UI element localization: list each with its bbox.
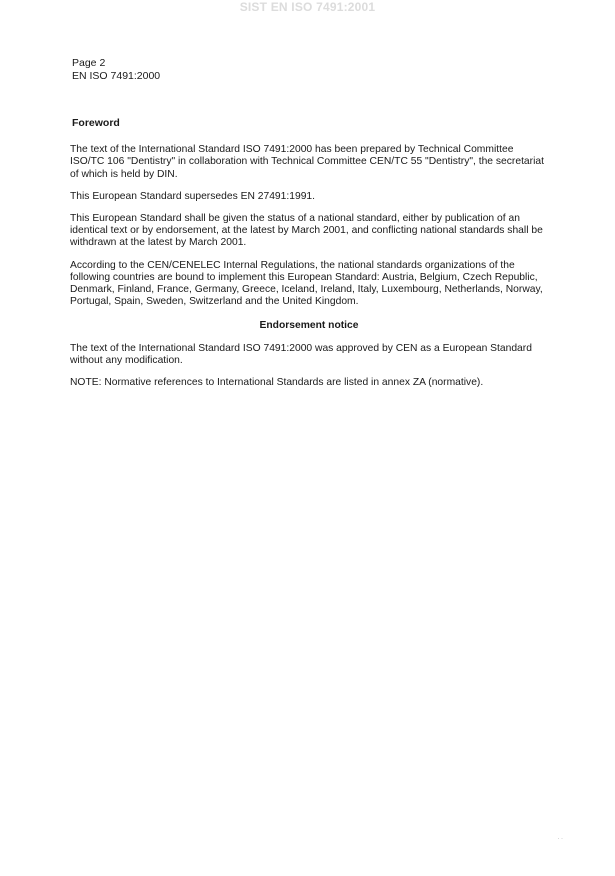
foreword-paragraph: This European Standard supersedes EN 27491:1991. xyxy=(70,190,316,202)
foreword-paragraph: This European Standard shall be given the status of a national standard, either by publication of an identical text or by endorsement, at the latest by March 2001, and conflicting national standards shall be withdrawn at the latest by March 2001. xyxy=(70,213,543,249)
page-number: Page 2 xyxy=(72,57,106,69)
page-header xyxy=(72,57,160,82)
standard-number: EN ISO 7491:2000 xyxy=(72,69,161,82)
document-body xyxy=(70,117,548,399)
endorsement-heading: Endorsement notice xyxy=(259,320,359,332)
foreword-paragraph: The text of the International Standard ISO 7491:2000 has been prepared by Technical Committee ISO/TC 106 "Dentistry" in collaboration with Technical Committee CEN/TC 55 "Dentistry", the secretariat of which is held by DIN. xyxy=(70,144,544,180)
watermark: SIST EN ISO 7491:2001 xyxy=(239,0,376,14)
foreword-heading: Foreword xyxy=(72,117,120,129)
endorsement-note: NOTE: Normative references to International Standards are listed in annex ZA (normative). xyxy=(70,377,484,389)
foreword-paragraph: According to the CEN/CENELEC Internal Regulations, the national standards organizations of the following countries are bound to implement this European Standard: Austria, Belgium, Czech Republic, Denmark, Finland, France, Germany, Greece, Iceland, Ireland, Italy, Luxembourg, Netherlands, Norway, Portugal, Spain, Sweden, Switzerland and the United Kingdom. xyxy=(70,259,543,308)
footer-mark: · · xyxy=(557,836,563,842)
endorsement-paragraph: The text of the International Standard ISO 7491:2000 was approved by CEN as a European Standard without any modification. xyxy=(70,342,532,366)
